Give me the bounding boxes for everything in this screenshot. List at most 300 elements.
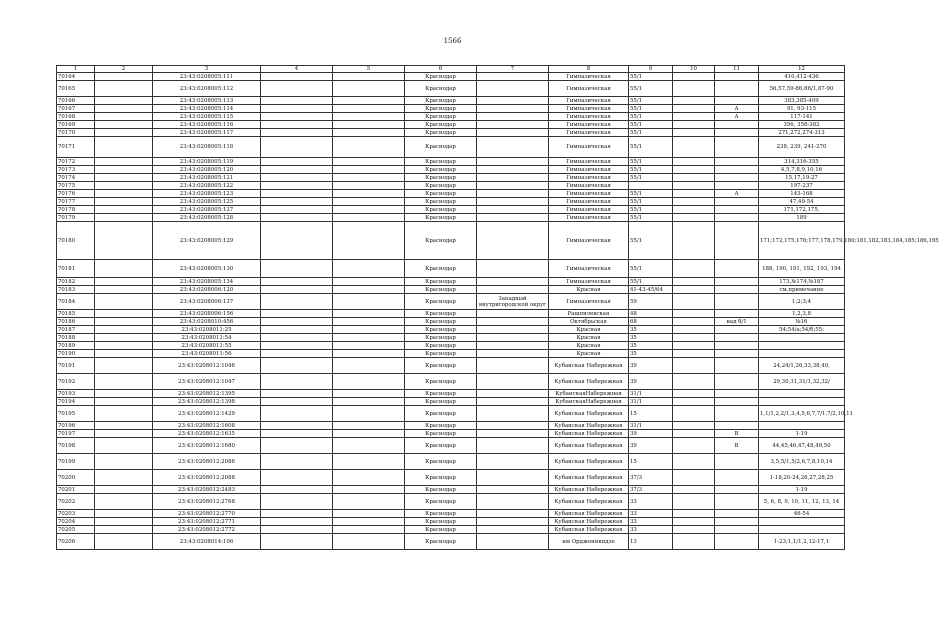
table-cell-c11: В <box>715 430 759 438</box>
table-cell-c12: 5, 6, 8, 9, 10, 11, 12, 13, 14 <box>759 494 845 510</box>
table-cell-c1: 70172 <box>57 158 95 166</box>
table-cell-c5 <box>333 137 405 158</box>
table-cell-c12 <box>759 334 845 342</box>
column-header: 1 <box>57 66 95 73</box>
table-cell-c7 <box>477 166 549 174</box>
table-cell-c2 <box>95 198 153 206</box>
table-cell-c5 <box>333 318 405 326</box>
column-header: 5 <box>333 66 405 73</box>
table-cell-c1: 70204 <box>57 518 95 526</box>
column-header: 11 <box>715 66 759 73</box>
table-cell-c7 <box>477 422 549 430</box>
column-header: 9 <box>629 66 673 73</box>
table-cell-c12: 46-54 <box>759 510 845 518</box>
table-cell-c1: 70197 <box>57 430 95 438</box>
table-cell-c2 <box>95 113 153 121</box>
table-cell-c12: 189 <box>759 214 845 222</box>
table-cell-c3: 23:43:0208005:125 <box>153 198 261 206</box>
table-cell-c11 <box>715 166 759 174</box>
table-cell-c3: 23:43:0208012:2770 <box>153 510 261 518</box>
table-cell-c10 <box>673 81 715 97</box>
table-cell-c8: Кубанская Набережная <box>549 518 629 526</box>
table-cell-c2 <box>95 310 153 318</box>
table-cell-c2 <box>95 350 153 358</box>
table-cell-c9: 55/1 <box>629 174 673 182</box>
table-cell-c7 <box>477 73 549 81</box>
table-cell-c7 <box>477 121 549 129</box>
table-cell-c3: 23:43:0208012:1680 <box>153 438 261 454</box>
table-cell-c12: 1-23;1,1/1,2,12-17,1 <box>759 534 845 550</box>
table-row <box>57 286 845 294</box>
table-cell-c10 <box>673 350 715 358</box>
table-cell-c12: 410,412-436 <box>759 73 845 81</box>
table-cell-c1: 70166 <box>57 97 95 105</box>
table-cell-c12: 173,№174,№187 <box>759 278 845 286</box>
table-cell-c4 <box>261 518 333 526</box>
table-cell-c4 <box>261 374 333 390</box>
table-cell-c9: 39 <box>629 438 673 454</box>
table-cell-c6: Краснодар <box>405 438 477 454</box>
table-cell-c10 <box>673 334 715 342</box>
table-cell-c10 <box>673 518 715 526</box>
table-cell-c12: 24,24/1,26,33,38,40, <box>759 358 845 374</box>
table-cell-c11 <box>715 390 759 398</box>
table-cell-c9: 55/1 <box>629 222 673 260</box>
table-cell-c3: 23:43:0208011:55 <box>153 342 261 350</box>
table-cell-c1: 70181 <box>57 260 95 278</box>
table-cell-c4 <box>261 526 333 534</box>
table-cell-c4 <box>261 222 333 260</box>
table-cell-c2 <box>95 174 153 182</box>
table-row <box>57 278 845 286</box>
table-cell-c2 <box>95 121 153 129</box>
table-cell-c6: Краснодар <box>405 342 477 350</box>
table-cell-c1: 70165 <box>57 81 95 97</box>
table-cell-c11: над б/1 <box>715 318 759 326</box>
table-cell-c5 <box>333 190 405 198</box>
table-cell-c12 <box>759 518 845 526</box>
table-cell-c2 <box>95 260 153 278</box>
table-cell-c3: 23:43:0208005:129 <box>153 222 261 260</box>
table-cell-c5 <box>333 390 405 398</box>
table-cell-c9: 55/1 <box>629 214 673 222</box>
table-cell-c5 <box>333 182 405 190</box>
table-cell-c6: Краснодар <box>405 494 477 510</box>
table-cell-c6: Краснодар <box>405 422 477 430</box>
table-cell-c1: 70169 <box>57 121 95 129</box>
table-cell-c2 <box>95 454 153 470</box>
table-cell-c6: Краснодар <box>405 526 477 534</box>
table-cell-c5 <box>333 374 405 390</box>
table-cell-c6: Краснодар <box>405 121 477 129</box>
table-cell-c12: 143-168 <box>759 190 845 198</box>
table-cell-c7 <box>477 286 549 294</box>
table-cell-c11 <box>715 214 759 222</box>
table-cell-c11 <box>715 158 759 166</box>
table-cell-c10 <box>673 198 715 206</box>
table-row <box>57 342 845 350</box>
table-cell-c10 <box>673 318 715 326</box>
table-cell-c8: Гимназическая <box>549 260 629 278</box>
table-cell-c4 <box>261 73 333 81</box>
table-cell-c7 <box>477 222 549 260</box>
table-cell-c10 <box>673 486 715 494</box>
table-cell-c9: 37/3 <box>629 486 673 494</box>
table-cell-c12: 91, 93-115 <box>759 105 845 113</box>
table-cell-c12: 44,45,46,47,48,49,50 <box>759 438 845 454</box>
table-cell-c5 <box>333 286 405 294</box>
table-cell-c6: Краснодар <box>405 129 477 137</box>
table-cell-c11 <box>715 494 759 510</box>
table-row <box>57 129 845 137</box>
table-cell-c1: 70189 <box>57 342 95 350</box>
table-cell-c7 <box>477 190 549 198</box>
table-cell-c10 <box>673 358 715 374</box>
table-cell-c9: 39 <box>629 430 673 438</box>
table-cell-c2 <box>95 494 153 510</box>
table-cell-c8: Кубанская Набережная <box>549 510 629 518</box>
table-cell-c10 <box>673 398 715 406</box>
table-cell-c6: Краснодар <box>405 166 477 174</box>
table-row <box>57 222 845 260</box>
table-cell-c11 <box>715 510 759 518</box>
table-cell-c8: Рашпилевская <box>549 310 629 318</box>
table-body <box>57 73 939 550</box>
table-cell-c5 <box>333 73 405 81</box>
table-cell-c9: 59 <box>629 294 673 310</box>
table-cell-c3: 23:43:0208005:130 <box>153 260 261 278</box>
table-cell-c12: 29,30,31,31/1,32,32/ <box>759 374 845 390</box>
table-cell-c6: Краснодар <box>405 430 477 438</box>
table-cell-c5 <box>333 166 405 174</box>
table-row <box>57 526 845 534</box>
table-cell-c2 <box>95 470 153 486</box>
table-cell-c4 <box>261 166 333 174</box>
table-cell-c2 <box>95 334 153 342</box>
table-cell-c4 <box>261 350 333 358</box>
table-cell-c2 <box>95 518 153 526</box>
table-cell-c8: Кубанская Набережная <box>549 406 629 422</box>
table-cell-c10 <box>673 214 715 222</box>
table-cell-c11 <box>715 278 759 286</box>
table-cell-c11 <box>715 486 759 494</box>
table-cell-c9: 39 <box>629 358 673 374</box>
table-cell-c2 <box>95 422 153 430</box>
table-row <box>57 137 845 158</box>
table-cell-c5 <box>333 526 405 534</box>
table-cell-c11 <box>715 222 759 260</box>
table-cell-c9: 13 <box>629 534 673 550</box>
table-cell-c12: 197-237 <box>759 182 845 190</box>
table-cell-c2 <box>95 406 153 422</box>
table-cell-c6: Краснодар <box>405 326 477 334</box>
table-cell-c4 <box>261 158 333 166</box>
table-cell-c2 <box>95 358 153 374</box>
table-cell-c7 <box>477 486 549 494</box>
table-cell-c12 <box>759 350 845 358</box>
table-cell-c4 <box>261 470 333 486</box>
table-row <box>57 105 845 113</box>
table-cell-c9: 41-43-45/64 <box>629 286 673 294</box>
table-cell-c5 <box>333 350 405 358</box>
table-cell-c2 <box>95 510 153 518</box>
table-cell-c5 <box>333 430 405 438</box>
table-cell-c4 <box>261 358 333 374</box>
column-header: 2 <box>95 66 153 73</box>
table-cell-c5 <box>333 158 405 166</box>
table-cell-c5 <box>333 398 405 406</box>
table-cell-c2 <box>95 326 153 334</box>
table-cell-c2 <box>95 214 153 222</box>
table-cell-c5 <box>333 470 405 486</box>
table-cell-c3: 23:43:0208012:2086 <box>153 454 261 470</box>
table-cell-c5 <box>333 310 405 318</box>
table-row <box>57 260 845 278</box>
table-cell-c6: Краснодар <box>405 310 477 318</box>
table-cell-c8: Гимназическая <box>549 190 629 198</box>
table-cell-c9: 68 <box>629 318 673 326</box>
table-cell-c10 <box>673 406 715 422</box>
table-cell-c4 <box>261 129 333 137</box>
table-cell-c3: 23:43:0208005:115 <box>153 113 261 121</box>
table-cell-c4 <box>261 310 333 318</box>
table-cell-c8: Кубанская Набережная <box>549 358 629 374</box>
table-cell-c9: 55/1 <box>629 121 673 129</box>
table-cell-c3: 23:43:0208005:134 <box>153 278 261 286</box>
table-cell-c7: Западный внутригородской округ <box>477 294 549 310</box>
table-cell-c8: Гимназическая <box>549 113 629 121</box>
table-cell-c3: 23:43:0208011:25 <box>153 326 261 334</box>
table-cell-c1: 70186 <box>57 318 95 326</box>
table-cell-c4 <box>261 342 333 350</box>
table-cell-c5 <box>333 518 405 526</box>
table-cell-c1: 70187 <box>57 326 95 334</box>
table-cell-c1: 70191 <box>57 358 95 374</box>
table-cell-c1: 70173 <box>57 166 95 174</box>
table-cell-c4 <box>261 398 333 406</box>
table-cell-c12: 54;54/а;54/б;55; <box>759 326 845 334</box>
table-cell-c12 <box>759 526 845 534</box>
table-cell-c5 <box>333 121 405 129</box>
table-cell-c8: Гимназическая <box>549 174 629 182</box>
table-cell-c6: Краснодар <box>405 454 477 470</box>
table-cell-c6: Краснодар <box>405 278 477 286</box>
table-cell-c1: 70205 <box>57 526 95 534</box>
table-cell-c2 <box>95 73 153 81</box>
table-cell-c11 <box>715 97 759 105</box>
table-cell-c3: 23:43:0208014:106 <box>153 534 261 550</box>
table-cell-c7 <box>477 406 549 422</box>
page-number: 1566 <box>443 37 462 45</box>
table-cell-c9: 35 <box>629 334 673 342</box>
table-row <box>57 166 845 174</box>
table-cell-c7 <box>477 81 549 97</box>
table-cell-c9: 31/1 <box>629 422 673 430</box>
table-cell-c4 <box>261 214 333 222</box>
table-cell-c11 <box>715 406 759 422</box>
table-cell-c7 <box>477 278 549 286</box>
column-header: 8 <box>549 66 629 73</box>
table-cell-c9: 55/1 <box>629 113 673 121</box>
table-cell-c9: 31/1 <box>629 390 673 398</box>
table-cell-c9: 33 <box>629 526 673 534</box>
table-cell-c10 <box>673 182 715 190</box>
table-cell-c5 <box>333 97 405 105</box>
table-cell-c7 <box>477 454 549 470</box>
table-cell-c8: Гимназическая <box>549 129 629 137</box>
table-cell-c7 <box>477 105 549 113</box>
table-cell-c12: 56,57,59-86,86/1,87-90 <box>759 81 845 97</box>
column-header: 4 <box>261 66 333 73</box>
table-cell-c10 <box>673 166 715 174</box>
table-cell-c6: Краснодар <box>405 350 477 358</box>
table-cell-c10 <box>673 137 715 158</box>
table-cell-c1: 70192 <box>57 374 95 390</box>
table-cell-c2 <box>95 81 153 97</box>
table-cell-c8: Кубанская Набережная <box>549 438 629 454</box>
table-row <box>57 73 845 81</box>
table-cell-c3: 23:43:0208012:1046 <box>153 358 261 374</box>
table-cell-c7 <box>477 358 549 374</box>
table-cell-c9: 55/1 <box>629 166 673 174</box>
table-cell-c10 <box>673 342 715 350</box>
table-cell-c7 <box>477 97 549 105</box>
table-cell-c6: Краснодар <box>405 73 477 81</box>
table-cell-c12 <box>759 342 845 350</box>
table-cell-c2 <box>95 137 153 158</box>
table-cell-c11: В <box>715 438 759 454</box>
table-cell-c12: 171;172,175,176;177,178,179,180;181,182,183,184,185;186,195 <box>759 222 845 260</box>
table-cell-c9: 48 <box>629 310 673 318</box>
table-cell-c8: Кубанская Набережная <box>549 470 629 486</box>
table-cell-c10 <box>673 222 715 260</box>
table-cell-c6: Краснодар <box>405 105 477 113</box>
table-cell-c6: Краснодар <box>405 406 477 422</box>
table-cell-c7 <box>477 310 549 318</box>
table-cell-c11 <box>715 310 759 318</box>
table-cell-c11 <box>715 358 759 374</box>
table-cell-c8: Кубанская Набережная <box>549 430 629 438</box>
table-cell-c8: Красная <box>549 342 629 350</box>
table-cell-c7 <box>477 438 549 454</box>
table-cell-c5 <box>333 358 405 374</box>
table-cell-c6: Краснодар <box>405 286 477 294</box>
table-cell-c1: 70170 <box>57 129 95 137</box>
table-cell-c5 <box>333 278 405 286</box>
table-cell-c9: 35 <box>629 350 673 358</box>
table-row <box>57 334 845 342</box>
table-cell-c8: Красная <box>549 286 629 294</box>
table-cell-c7 <box>477 158 549 166</box>
table-cell-c4 <box>261 190 333 198</box>
table-row <box>57 350 845 358</box>
table-row <box>57 494 845 510</box>
table-cell-c6: Краснодар <box>405 81 477 97</box>
table-cell-c2 <box>95 294 153 310</box>
table-cell-c7 <box>477 326 549 334</box>
table-cell-c9: 15 <box>629 454 673 470</box>
table-cell-c5 <box>333 326 405 334</box>
table-cell-c4 <box>261 81 333 97</box>
table-cell-c11: А <box>715 190 759 198</box>
table-cell-c11 <box>715 470 759 486</box>
table-cell-c3: 23:43:0208012:2768 <box>153 494 261 510</box>
table-cell-c6: Краснодар <box>405 518 477 526</box>
table-cell-c3: 23:43:0208012:2771 <box>153 518 261 526</box>
table-cell-c5 <box>333 198 405 206</box>
table-cell-c10 <box>673 510 715 518</box>
table-cell-c7 <box>477 350 549 358</box>
table-cell-c8: Кубанская Набережная <box>549 526 629 534</box>
table-cell-c5 <box>333 334 405 342</box>
table-cell-c1: 70195 <box>57 406 95 422</box>
table-cell-c4 <box>261 206 333 214</box>
table-cell-c12: см.примечание <box>759 286 845 294</box>
table-cell-c10 <box>673 294 715 310</box>
table-cell-c5 <box>333 510 405 518</box>
table-cell-c12: 1-19 <box>759 430 845 438</box>
table-cell-c7 <box>477 390 549 398</box>
table-cell-c12: 238, 239, 241-270 <box>759 137 845 158</box>
table-cell-c6: Краснодар <box>405 97 477 105</box>
table-cell-c7 <box>477 518 549 526</box>
table-cell-c12: №16 <box>759 318 845 326</box>
table-row <box>57 390 845 398</box>
table-cell-c4 <box>261 438 333 454</box>
table-cell-c7 <box>477 198 549 206</box>
table-cell-c3: 23:43:0208012:1608 <box>153 422 261 430</box>
table-cell-c12: 117-141 <box>759 113 845 121</box>
table-cell-c1: 70176 <box>57 190 95 198</box>
table-cell-c12 <box>759 390 845 398</box>
table-cell-c11 <box>715 326 759 334</box>
table-cell-c10 <box>673 470 715 486</box>
table-cell-c11: А <box>715 113 759 121</box>
table-row <box>57 294 845 310</box>
table-cell-c2 <box>95 374 153 390</box>
table-cell-c12 <box>759 422 845 430</box>
table-cell-c5 <box>333 81 405 97</box>
table-cell-c3: 23:43:0208005:128 <box>153 214 261 222</box>
table-cell-c3: 23:43:0208005:121 <box>153 174 261 182</box>
table-cell-c5 <box>333 454 405 470</box>
table-cell-c10 <box>673 534 715 550</box>
table-cell-c10 <box>673 206 715 214</box>
table-cell-c5 <box>333 438 405 454</box>
table-cell-c9: 55/1 <box>629 137 673 158</box>
table-cell-c1: 70198 <box>57 438 95 454</box>
table-cell-c12: 271,272,274-313 <box>759 129 845 137</box>
table-cell-c5 <box>333 174 405 182</box>
table-cell-c3: 23:43:0208006:137 <box>153 294 261 310</box>
table-cell-c2 <box>95 342 153 350</box>
table-cell-c8: Гимназическая <box>549 158 629 166</box>
table-cell-c3: 23:43:0208012:1395 <box>153 390 261 398</box>
table-cell-c7 <box>477 374 549 390</box>
table-row <box>57 518 845 526</box>
table-cell-c3: 23:43:0208011:56 <box>153 350 261 358</box>
table-row <box>57 97 845 105</box>
table-cell-c3: 23:43:0208005:119 <box>153 158 261 166</box>
table-cell-c3: 23:43:0208006:156 <box>153 310 261 318</box>
table-cell-c12: 1,1/1,2,2/1,3,4,5,6,7,7/1,7/2,10,11 <box>759 406 845 422</box>
table-cell-c9: 55/1 <box>629 190 673 198</box>
table-cell-c2 <box>95 105 153 113</box>
table-cell-c6: Краснодар <box>405 374 477 390</box>
table-cell-c8: Кубанская Набережная <box>549 494 629 510</box>
table-cell-c8: Октябрьская <box>549 318 629 326</box>
table-cell-c9: 33 <box>629 518 673 526</box>
